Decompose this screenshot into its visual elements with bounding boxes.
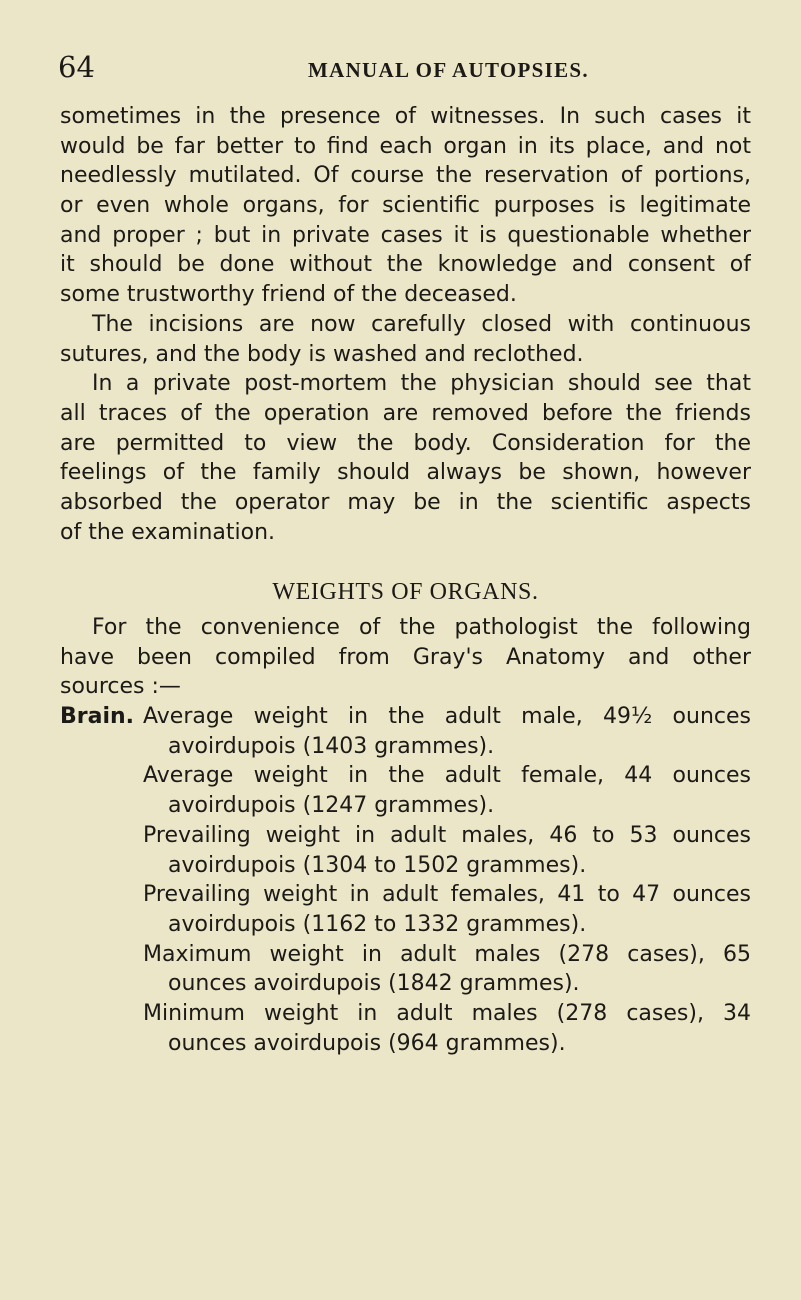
brain-label: Brain. — [60, 704, 135, 730]
entry-continuation: avoirdupois (1304 to 1502 grammes). — [168, 852, 587, 878]
entry-line: Average weight in the adult male, 49½ ounces — [143, 704, 751, 730]
entry-continuation: ounces avoirdupois (1842 grammes). — [168, 971, 580, 997]
entry-line: Prevailing weight in adult females, 41 to 47 ounces — [143, 882, 751, 908]
entry-line: Maximum weight in adult males (278 cases), 65 — [143, 941, 751, 967]
body-line: some trustworthy friend of the deceased. — [60, 282, 517, 308]
body-line: The incisions are now carefully closed with continuous — [92, 311, 751, 337]
body-line: or even whole organs, for scientific purposes is legitimate — [60, 193, 751, 219]
body-line: and proper ; but in private cases it is questionable whether — [60, 222, 751, 248]
body-line: are permitted to view the body. Consideration for the — [60, 430, 751, 456]
entry-continuation: avoirdupois (1247 grammes). — [168, 793, 495, 819]
body-line: In a private post-mortem the physician should see that — [92, 371, 751, 397]
body-line: sutures, and the body is washed and reclothed. — [60, 341, 584, 367]
body-line: needlessly mutilated. Of course the reservation of portions, — [60, 163, 751, 189]
brain-entry-first — [60, 702, 751, 732]
body-line: would be far better to find each organ in its place, and not — [60, 133, 751, 159]
running-head — [58, 50, 743, 90]
body-line: feelings of the family should always be shown, however — [60, 460, 751, 486]
intro-line: For the convenience of the pathologist the following — [92, 615, 751, 640]
intro-line: have been compiled from Gray's Anatomy and other — [60, 644, 751, 670]
body-line: sometimes in the presence of witnesses. In such cases it — [60, 104, 751, 129]
text-block — [60, 102, 751, 1058]
intro-line: sources :— — [60, 674, 181, 700]
entry-continuation: avoirdupois (1162 to 1332 grammes). — [168, 911, 587, 937]
entry-continuation: ounces avoirdupois (964 grammes). — [168, 1030, 566, 1056]
entry-line: Prevailing weight in adult males, 46 to 53 ounces — [143, 822, 751, 848]
entry-continuation: avoirdupois (1403 grammes). — [168, 733, 495, 759]
running-title: MANUAL OF AUTOPSIES. — [308, 58, 589, 82]
body-line: it should be done without the knowledge and consent of — [60, 252, 751, 278]
body-line: of the examination. — [60, 519, 276, 545]
section-heading: WEIGHTS OF ORGANS. — [272, 579, 539, 606]
body-line: absorbed the operator may be in the scientific aspects — [60, 489, 751, 515]
body-line: all traces of the operation are removed before the friends — [60, 400, 751, 426]
page-number: 64 — [58, 50, 95, 84]
entry-line: Average weight in the adult female, 44 ounces — [143, 763, 751, 789]
entry-line: Minimum weight in adult males (278 cases), 34 — [143, 1000, 751, 1026]
